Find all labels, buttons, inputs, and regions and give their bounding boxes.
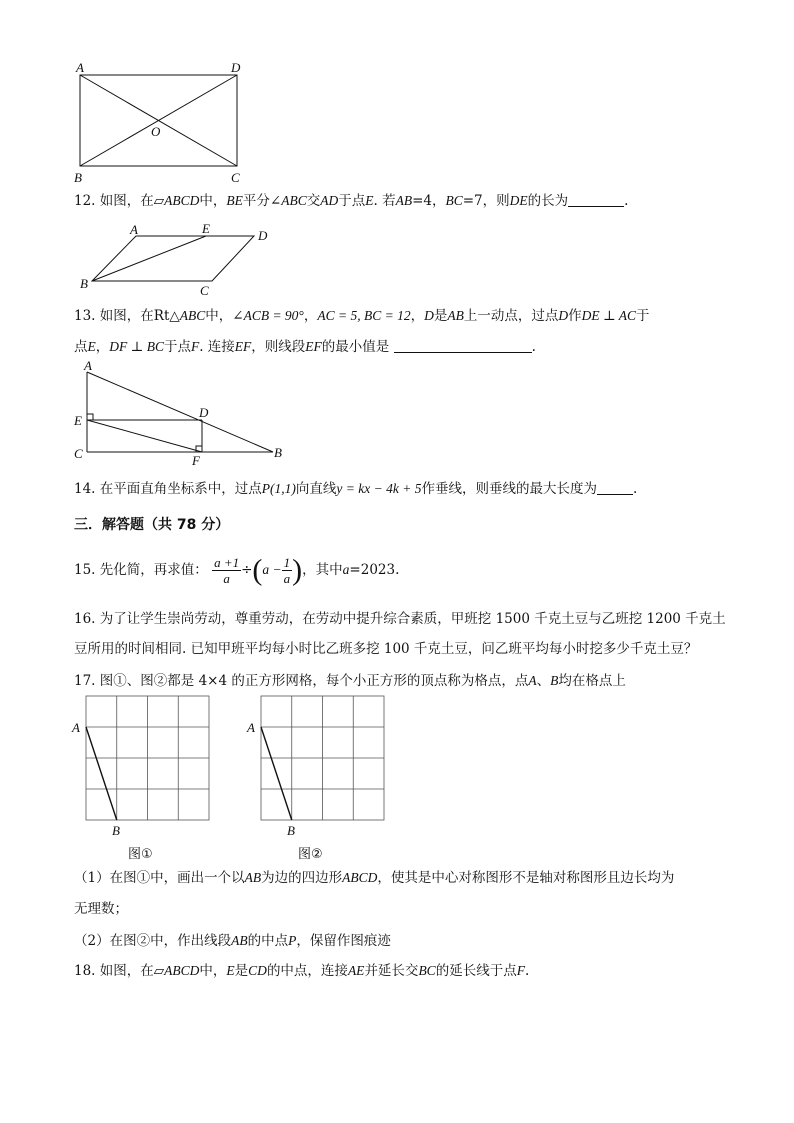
fig-rectangle-diagonals [60, 56, 260, 186]
grid-figure-1 [70, 690, 220, 840]
label-D: D [199, 405, 209, 420]
answer-blank-13[interactable] [394, 338, 532, 353]
label-A: A [84, 360, 92, 373]
question-17: 17. 图①、图②都是 4×4 的正方形网格，每个小正方形的顶点称为格点，点A、B均在格点上 [74, 673, 626, 689]
label-O: O [151, 124, 161, 139]
label-A: A [247, 720, 255, 735]
label-F: F [192, 453, 200, 468]
question-15: 15. 先化简，再求值： $\frac{a +1}{a}$ ÷(a − $\frac{1}{a}$ )，其中a=2023. [74, 553, 400, 587]
label-E: E [202, 221, 210, 236]
label-C: C [231, 170, 240, 185]
caption-figure-1: 图① [128, 847, 153, 862]
fig-parallelogram-q12 [74, 218, 274, 298]
fraction-1: $\frac{a +1}{a}$ [214, 555, 240, 586]
label-D: D [231, 60, 241, 75]
label-C: C [74, 446, 83, 461]
grid-figure-2 [245, 690, 395, 840]
label-B: B [287, 823, 295, 838]
question-17-part-1-line-2: 无理数； [74, 901, 128, 917]
label-B: B [80, 276, 88, 291]
label-B: B [274, 445, 282, 460]
question-17-part-1-line-1: （1）在图①中，画出一个以AB为边的四边形ABCD，使其是中心对称图形不是轴对称图形且边长均为 [74, 870, 675, 886]
question-12: 12. 如图，在▱ABCD中，BE平分∠ABC交AD于点E. 若AB=4，BC=7，则DE的长为 . [74, 193, 629, 209]
question-13-line-1: 13. 如图，在Rt△ABC中，∠ACB = 90°，AC = 5, BC = 12，D是AB上一动点，过点D作DE ⊥ AC于 [74, 308, 650, 324]
fraction-2: $\frac{1}{a}$ [283, 555, 291, 586]
label-B: B [112, 823, 120, 838]
fig-right-triangle-q13 [70, 360, 300, 470]
caption-figure-2: 图② [298, 847, 323, 862]
label-A: A [76, 60, 84, 75]
label-E: E [74, 413, 82, 428]
question-16-line-2: 豆所用的时间相同. 已知甲班平均每小时比乙班多挖 100 千克土豆，问乙班平均每小时挖多少千克土豆？ [74, 641, 698, 657]
question-14: 14. 在平面直角坐标系中，过点P(1,1)向直线y = kx − 4k + 5作垂线，则垂线的最大长度为 . [74, 481, 638, 497]
answer-blank-12[interactable] [568, 192, 624, 207]
question-13-line-2: 点E，DF ⊥ BC于点F. 连接EF，则线段EF的最小值是 . [74, 339, 536, 355]
label-A: A [72, 720, 80, 735]
question-18: 18. 如图，在▱ABCD中，E是CD的中点，连接AE并延长交BC的延长线于点F. [74, 963, 530, 979]
label-C: C [200, 283, 209, 298]
label-D: D [258, 228, 268, 243]
label-A: A [130, 222, 138, 237]
question-16-line-1: 16. 为了让学生崇尚劳动，尊重劳动，在劳动中提升综合素质，甲班挖 1500 千克土豆与乙班挖 1200 千克土 [74, 611, 726, 627]
question-17-part-2: （2）在图②中，作出线段AB的中点P，保留作图痕迹 [74, 933, 391, 949]
section-heading: 三．解答题（共 78 分） [74, 517, 230, 533]
label-B: B [74, 170, 82, 185]
answer-blank-14[interactable] [597, 480, 633, 495]
